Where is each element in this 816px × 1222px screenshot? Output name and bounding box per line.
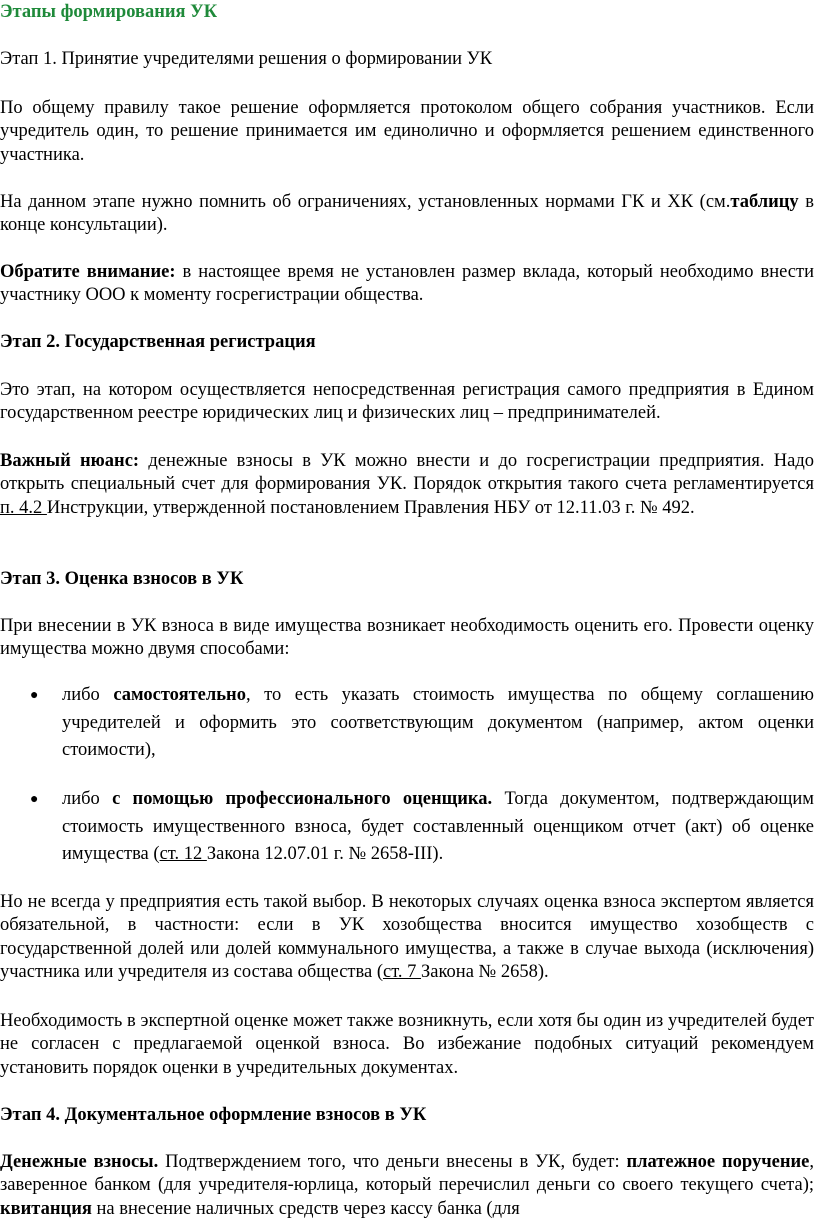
bullet1-text-a: либо	[62, 685, 114, 705]
stage4-heading	[0, 1104, 814, 1127]
stage3-paragraph-1-text: При внесении в УК взноса в виде имущества возникает необходимость оценить его. Провести оценку имущества можно двумя способами:	[0, 616, 814, 660]
stage3-paragraph-2-text-b: Закона № 2658).	[421, 961, 549, 982]
stage2-nuance	[0, 450, 814, 520]
valuation-methods-list-2	[0, 786, 814, 869]
stage2-heading	[0, 331, 814, 354]
stage4-text-b: , заверенное банком (для учредителя-юрлица, который перечислил деньги со своего текущего счета);	[0, 1152, 814, 1196]
stage1-heading: Этап 1. Принятие учредителями решения о формировании УК	[0, 49, 493, 69]
bullet2-text-b: Тогда документом, подтверждающим стоимость имущественного взноса, будет составленный оценщиком отчет (акт) об оценке имущества (	[62, 789, 814, 864]
attention-label: Обратите внимание:	[0, 262, 176, 282]
law-article-7-link[interactable]: ст. 7	[383, 961, 422, 982]
stage4-text-a: Подтверждением того, что деньги внесены в УК, будет:	[158, 1152, 627, 1172]
nuance-text-b: Инструкции, утвержденной постановлением Правления НБУ от 12.11.03 г. № 492.	[46, 497, 695, 518]
bullet-icon: ●	[30, 792, 39, 807]
stage4-paragraph-1	[0, 1151, 814, 1221]
instruction-link[interactable]: п. 4.2	[0, 497, 47, 518]
stage4-heading-text: Этап 4. Документальное оформление взносов в УК	[0, 1105, 427, 1125]
page-title: Этапы формирования УК	[0, 2, 218, 22]
receipt-term: квитанция	[0, 1198, 92, 1219]
law-article-12-link[interactable]: ст. 12	[159, 844, 207, 864]
stage1-attention-note	[0, 261, 814, 308]
list-item	[0, 682, 814, 765]
nuance-label: Важный нюанс:	[0, 451, 140, 471]
stage3-paragraph-2	[0, 891, 814, 984]
attention-text: в настоящее время не установлен размер вклада, который необходимо внести участнику ООО к моменту госрегистрации общества.	[0, 262, 814, 306]
stage3-paragraph-3-text: Необходимость в экспертной оценке может также возникнуть, если хотя бы один из учредителей будет не согласен с предлагаемой оценкой взноса. Во избежание подобных ситуаций рекомендуем установить порядок оценки в учредительных документах.	[0, 1011, 814, 1078]
stage1-table-reference: таблицу	[730, 192, 799, 212]
bullet2-text-a: либо	[62, 789, 113, 809]
stage2-paragraph-1-text: Это этап, на котором осуществляется непосредственная регистрация самого предприятия в Едином государственном реестре юридических лиц и физических лиц – предпринимателей.	[0, 380, 814, 424]
bullet1-bold: самостоятельно	[113, 685, 246, 705]
bullet1-text-b: , то есть указать стоимость имущества по общему соглашению учредителей и оформить это соответствующим документом (например, актом оценки стоимости),	[62, 685, 814, 760]
stage2-heading-text: Этап 2. Государственная регистрация	[0, 332, 316, 352]
stage1-paragraph-1	[0, 97, 814, 167]
list-item	[0, 786, 814, 869]
stage1-paragraph-2-text-a: На данном этапе нужно помнить об ограничениях, установленных нормами ГК и ХК (см.	[0, 192, 731, 212]
stage1-paragraph-2-text-c: в конце консультации).	[0, 192, 814, 236]
stage3-heading	[0, 568, 814, 591]
stage3-paragraph-1	[0, 615, 814, 662]
valuation-methods-list	[0, 682, 814, 765]
stage1-paragraph-2	[0, 191, 814, 238]
stage2-paragraph-1	[0, 379, 814, 426]
stage1-paragraph-1-text: По общему правилу такое решение оформляется протоколом общего собрания участников. Если учредитель один, то решение принимается им единолично и оформляется решением единственного участника.	[0, 98, 814, 165]
stage3-paragraph-2-text-a: Но не всегда у предприятия есть такой выбор. В некоторых случаях оценка взноса экспертом является обязательной, в частности: если в УК хозобщества вносится имущество хозобществ с государственной долей или долей коммунального имущества, а также в случае выхода (исключения) участника или учредителя из состава общества (	[0, 892, 814, 982]
nuance-text-a: денежные взносы в УК можно внести и до госрегистрации предприятия. Надо открыть специальный счет для формирования УК. Порядок открытия такого счета регламентируется	[0, 451, 814, 495]
bullet2-text-c: Закона 12.07.01 г. № 2658-III).	[206, 844, 444, 864]
bullet2-bold: с помощью профессионального оценщика.	[112, 789, 493, 809]
stage3-heading-text: Этап 3. Оценка взносов в УК	[0, 569, 244, 589]
stage3-paragraph-3	[0, 1010, 814, 1080]
stage4-text-c: на внесение наличных средств через кассу банка (для	[91, 1198, 520, 1219]
bullet-icon: ●	[30, 688, 39, 703]
payment-order-term: платежное поручение	[626, 1152, 810, 1172]
cash-contributions-label: Денежные взносы.	[0, 1152, 159, 1172]
